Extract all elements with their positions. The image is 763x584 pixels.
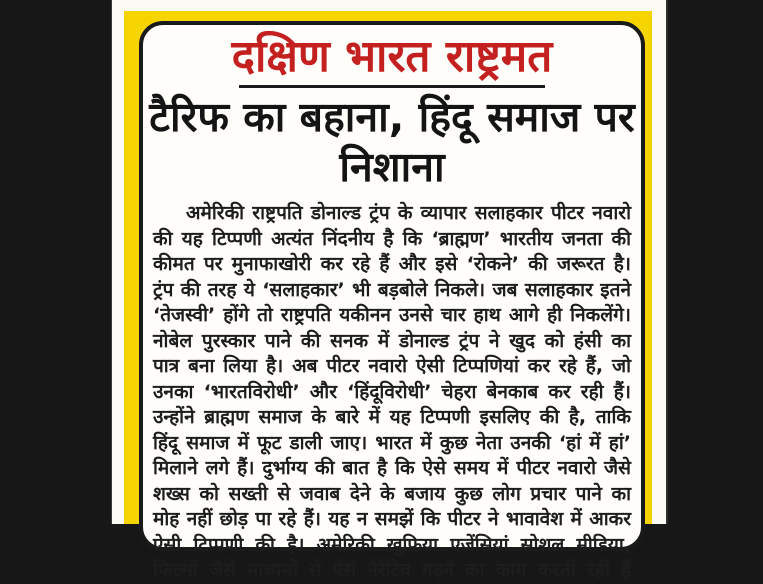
article-line: ट्रंप की तरह ये ‘सलाहकार’ भी बड़बोले निकले। जब सलाहकार इतने [153,278,631,301]
editorial-card [139,21,645,581]
article-line: पात्र बना लिया है। अब पीटर नवारो ऐसी टिप्पणियां कर रहे हैं, जो [153,355,631,377]
article-line: मिलाने लगे हैं। दुर्भाग्य की बात है कि ऐसे समय में पीटर नवारो जैसे [153,457,631,479]
article-line: उनका ‘भारतविरोधी’ और ‘हिंदूविरोधी’ चेहरा बेनकाब कर रही हैं। [153,380,631,403]
article-line: की यह टिप्पणी अत्यंत निंदनीय है कि ‘ब्राह्मण’ भारतीय जनता की [153,227,631,250]
masthead-title: दक्षिण भारत राष्ट्रमत [231,31,553,82]
article-line: शख्स को सख्ती से जवाब देने के बजाय कुछ लोग प्रचार पाने का [153,482,631,505]
article-line: उन्होंने ब्राह्मण समाज के बारे में यह टिप्पणी इसलिए की है, ताकि [153,406,631,428]
article-line: कीमत पर मुनाफाखोरी कर रहे हैं और इसे ‘रोकने’ की जरूरत है। [153,253,631,275]
masthead-divider [239,85,545,88]
article-line: नोबेल पुरस्कार पाने की सनक में डोनाल्ड ट्रंप ने खुद को हंसी का [153,329,631,352]
headline: टैरिफ का बहाना, हिंदू समाज पर निशाना [149,93,635,191]
article-line: ऐसी टिप्पणी की है। अमेरिकी खुफिया एजेंसियां सोशल मीडिया, [153,533,631,556]
article-line: मोह नहीं छोड़ पा रहे हैं। यह न समझें कि पीटर ने भावावेश में आकर [153,508,631,530]
article-line: अमेरिकी राष्ट्रपति डोनाल्ड ट्रंप के व्यापार सलाहकार पीटर नवारो [186,202,631,224]
article-body [143,201,641,584]
article-line-partial: फिल्मों जैसे माध्यमों से ऐसे नैरेटिव गढ़ने का काम करती रही हैं [153,559,631,581]
article-line: ‘तेजस्वी’ होंगे तो राष्ट्रपति यकीनन उनसे चार हाथ आगे ही निकलेंगे। [153,304,631,326]
article-line: हिंदू समाज में फूट डाली जाए। भारत में कुछ नेता उनकी ‘हां में हां’ [153,431,631,454]
